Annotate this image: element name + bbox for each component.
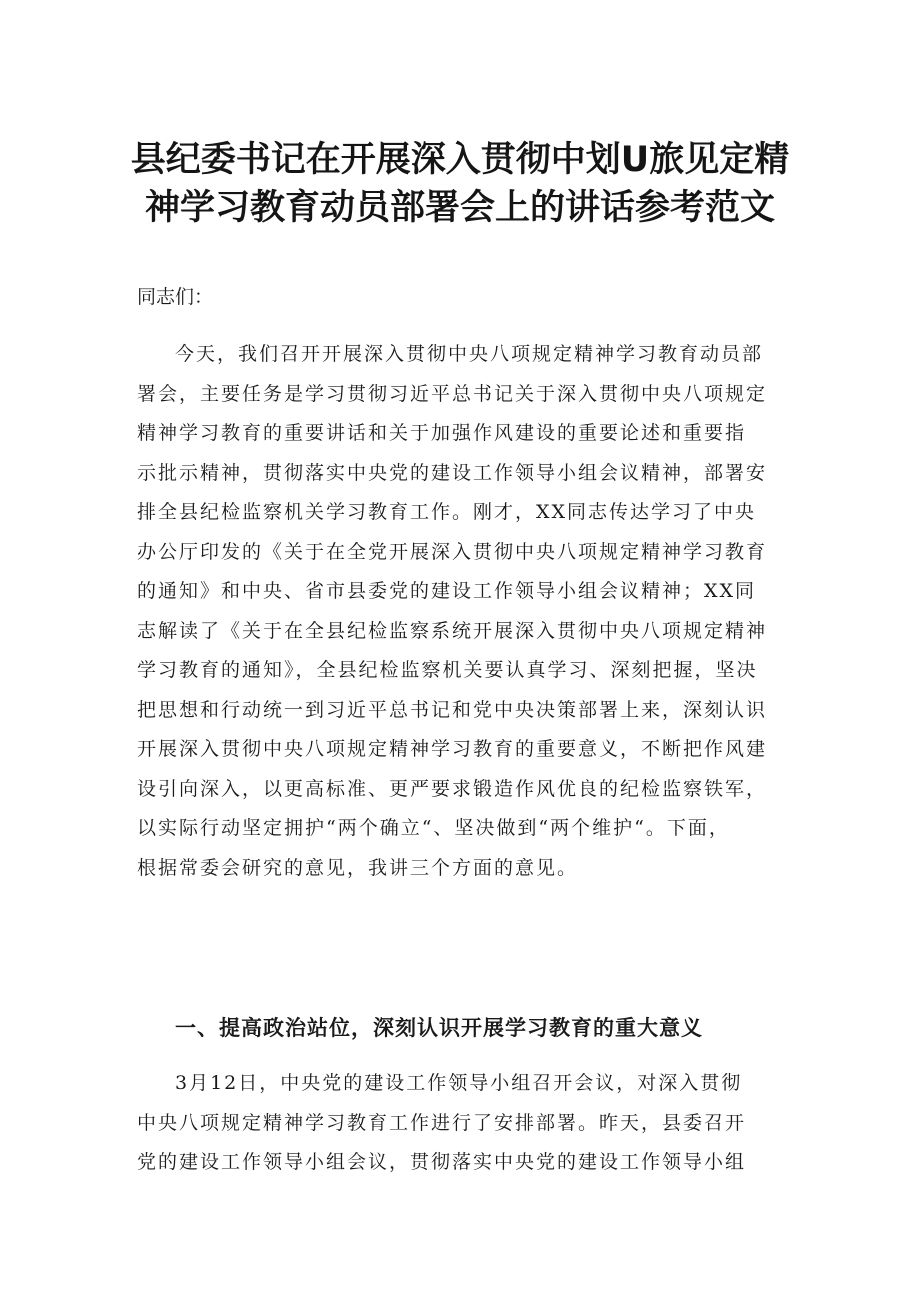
paragraph-line: 志解读了《关于在全县纪检监察系统开展深入贯彻中央八项规定精神 (137, 619, 768, 642)
paragraph-line: 把思想和行动统一到习近平总书记和党中央决策部署上来，深刻认识 (137, 698, 768, 721)
paragraph-line: 中央八项规定精神学习教育工作进行了安排部署。昨天，县委召开 (137, 1111, 747, 1134)
paragraph-line: 办公厅印发的《关于在全党开展深入贯彻中央八项规定精神学习教育 (137, 540, 768, 563)
paragraph-line: 根据常委会研究的意见，我讲三个方面的意见。 (137, 856, 579, 879)
paragraph-line: 党的建设工作领导小组会议，贯彻落实中央党的建设工作领导小组 (137, 1151, 747, 1173)
paragraph-line: 以实际行动坚定拥护“两个确立“、坚决做到“两个维护“。下面， (137, 817, 730, 839)
paragraph-line: 学习教育的通知》，全县纪检监察机关要认真学习、深刻把握，坚决 (137, 659, 758, 681)
paragraph-line: 排全县纪检监察机关学习教育工作。刚才，XX同志传达学习了中央 (137, 501, 757, 523)
paragraph-line: 设引向深入，以更高标准、更严要求锻造作风优良的纪检监察铁军， (137, 777, 768, 800)
paragraph-line: 今天，我们召开开展深入贯彻中央八项规定精神学习教育动员部 (175, 343, 764, 365)
section-heading-1: 一、提高政治站位，深刻认识开展学习教育的重大意义 (175, 1016, 703, 1040)
document-title-line-2: 神学习教育动员部署会上的讲话参考范文 (144, 188, 775, 228)
paragraph-line: 3月12日，中央党的建设工作领导小组召开会议，对深入贯彻 (175, 1072, 743, 1094)
paragraph-line: 开展深入贯彻中央八项规定精神学习教育的重要意义，不断把作风建 (137, 738, 768, 760)
paragraph-line: 的通知》和中央、省市县委党的建设工作领导小组会议精神；XX同 (137, 580, 757, 602)
paragraph-1 (137, 335, 783, 888)
paragraph-line: 示批示精神，贯彻落实中央党的建设工作领导小组会议精神，部署安 (137, 461, 768, 484)
paragraph-line: 精神学习教育的重要讲话和关于加强作风建设的重要论述和重要指 (137, 422, 747, 444)
document-title-line-1: 县纪委书记在开展深入贯彻中划U旅见定精 (130, 140, 790, 180)
paragraph-2 (137, 1064, 783, 1183)
paragraph-line: 署会，主要任务是学习贯彻习近平总书记关于深入贯彻中央八项规定 (137, 382, 768, 405)
salutation: 同志们： (137, 286, 214, 308)
